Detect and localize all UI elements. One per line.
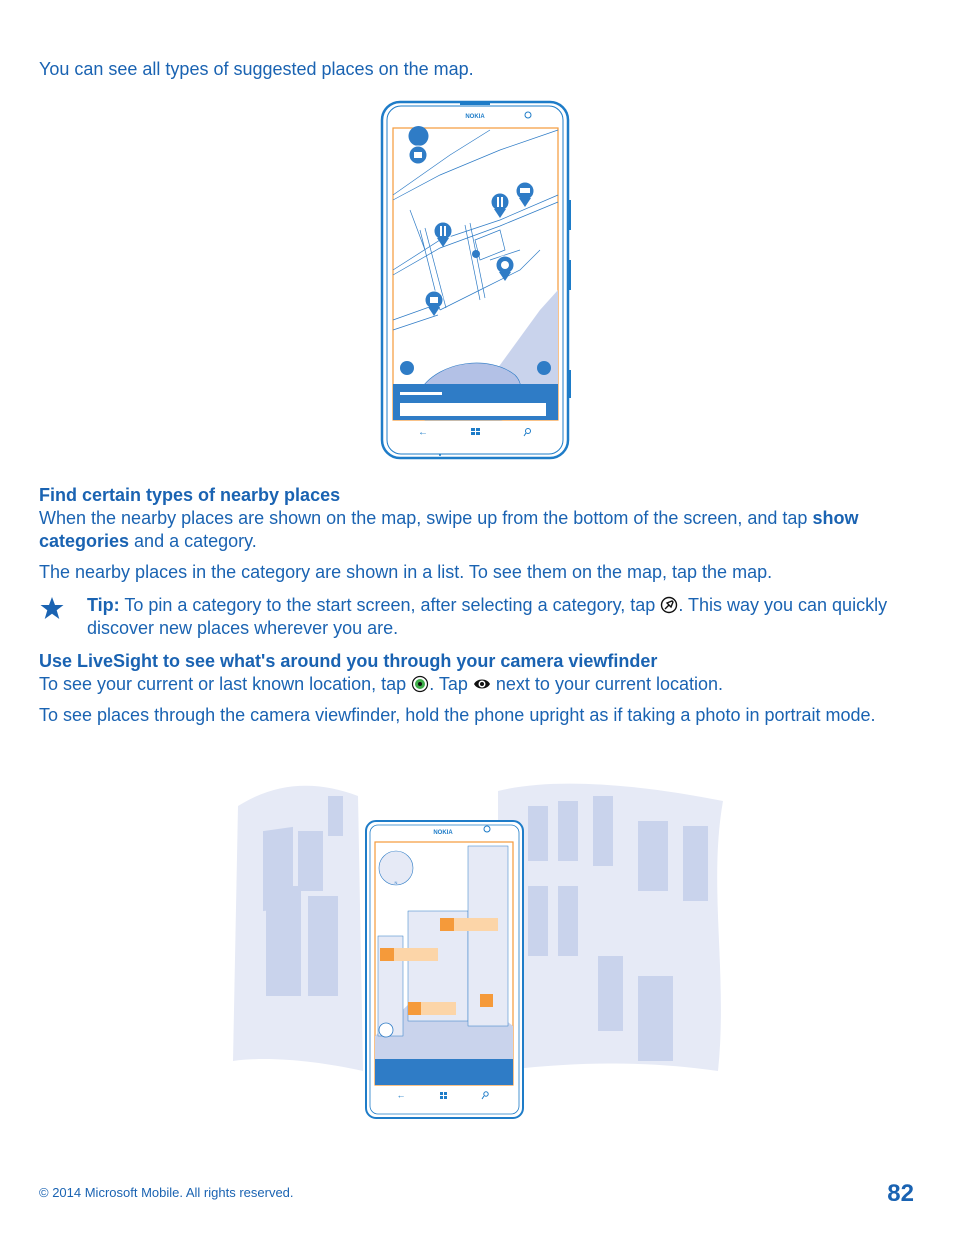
phone-map-illustration <box>380 100 572 462</box>
back-key-icon[interactable]: ← <box>418 427 428 438</box>
section-heading-livesight: Use LiveSight to see what's around you through your camera viewfinder <box>39 651 658 671</box>
shopping-bag-icon[interactable] <box>480 994 493 1007</box>
intro-text: You can see all types of suggested places on the map. <box>39 59 474 79</box>
shopping-bag-icon <box>408 1002 421 1015</box>
star-icon <box>40 596 64 620</box>
section-livesight-paragraph: To see your current or last known location, tap . Tap next to your current location. <box>39 674 724 694</box>
page-number: 82 <box>887 1180 914 1207</box>
tip-paragraph: Tip: To pin a category to the start screen, after selecting a category, tap . This way you can quickly discover new places wherever you are. <box>87 595 888 638</box>
pin-icon <box>660 596 678 614</box>
section-nearby-paragraph: When the nearby places are shown on the map, swipe up from the bottom of the screen, and tap show categories and a category. <box>39 508 859 551</box>
hotel-icon <box>440 918 454 931</box>
phone-brand-label: NOKIA <box>433 830 453 836</box>
restaurant-icon <box>380 948 394 961</box>
svg-text:N: N <box>394 880 398 885</box>
tip-label: Tip: <box>87 595 120 615</box>
section-nearby-paragraph-2: The nearby places in the category are shown in a list. To see them on the map, tap the map. <box>39 562 773 582</box>
section-heading-nearby: Find certain types of nearby places <box>39 485 341 505</box>
section-livesight-paragraph-2: To see places through the camera viewfinder, hold the phone upright as if taking a photo in portrait mode. <box>39 705 876 725</box>
livesight-icon[interactable] <box>400 361 414 375</box>
pause-icon[interactable] <box>379 1023 393 1037</box>
show-categories-term: show categories <box>39 508 859 551</box>
eye-icon <box>473 675 491 693</box>
bottom-panel[interactable] <box>375 1059 513 1085</box>
locate-icon <box>411 675 429 693</box>
phone-brand-label: NOKIA <box>465 114 485 120</box>
copyright-footer: © 2014 Microsoft Mobile. All rights reserved. <box>39 1185 294 1200</box>
layers-icon[interactable] <box>537 361 551 375</box>
back-key-icon[interactable]: ← <box>396 1090 406 1100</box>
livesight-illustration <box>228 776 728 1121</box>
